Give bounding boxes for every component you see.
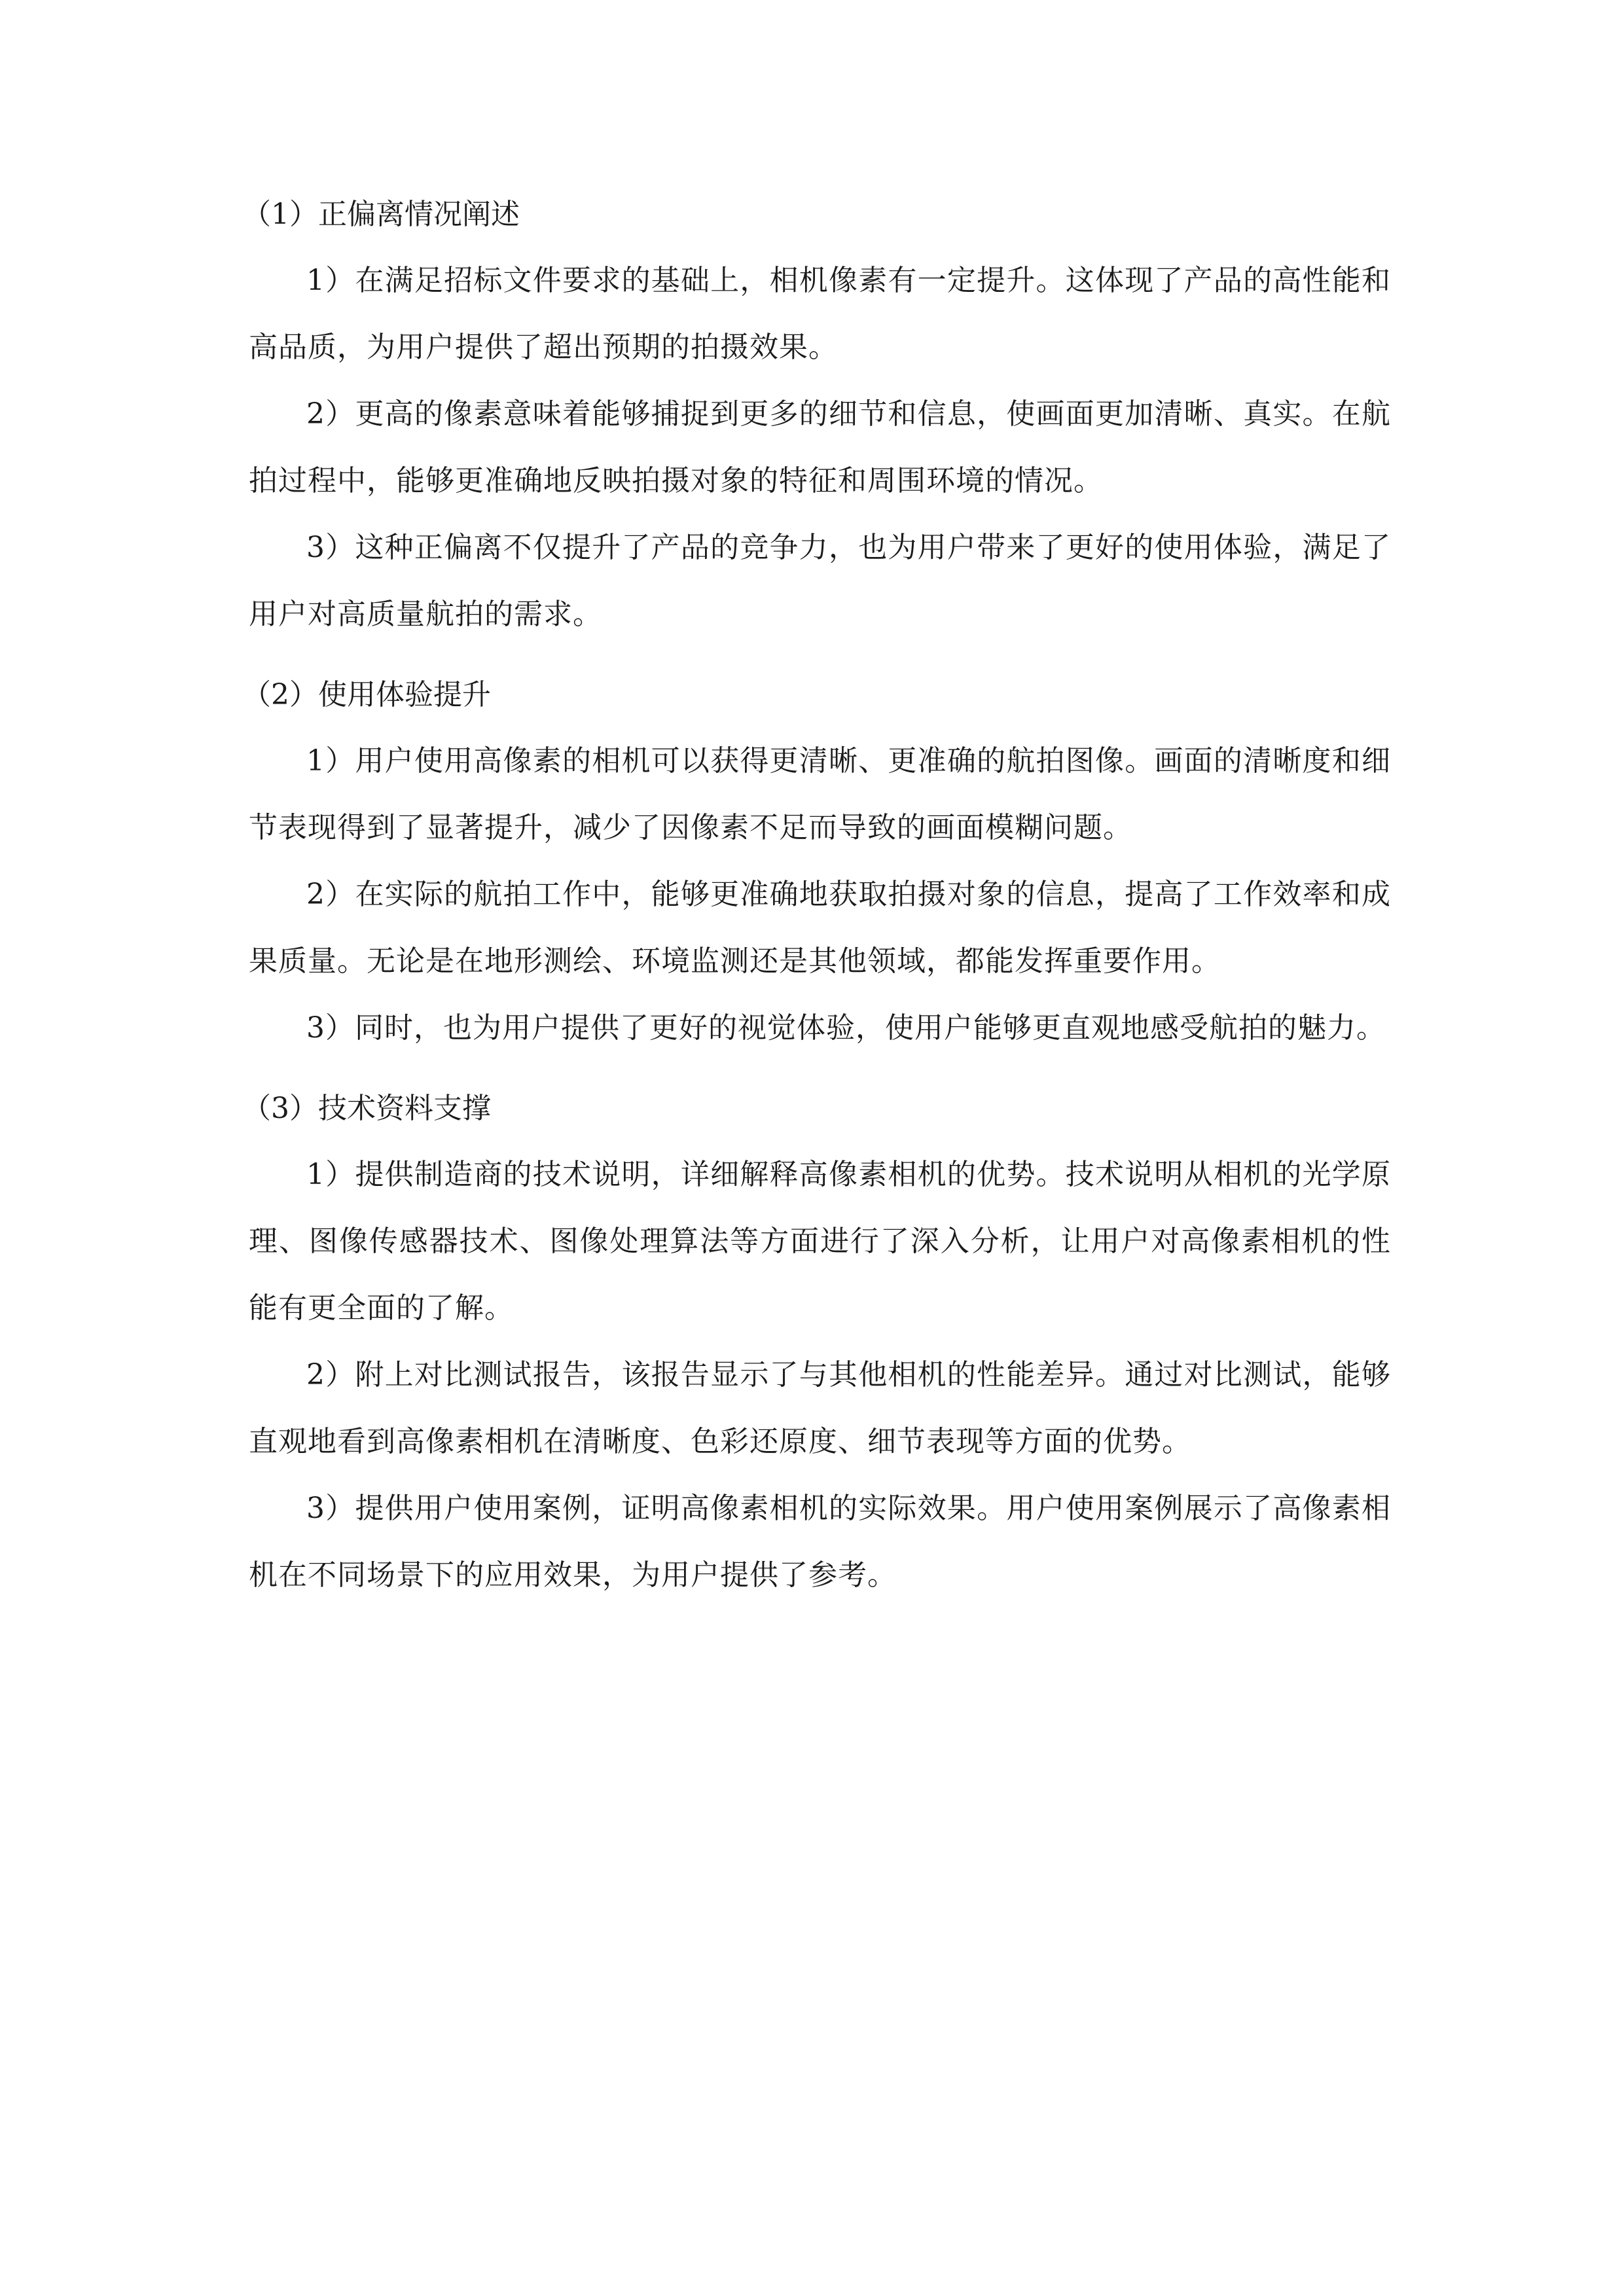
- document-body: [242, 191, 1391, 1632]
- section-technical-support: [242, 1085, 1391, 1609]
- section-heading: （3）技术资料支撑: [242, 1092, 491, 1125]
- paragraph: 1）用户使用高像素的相机可以获得更清晰、更准确的航拍图像。画面的清晰度和细节表现得到了显著提升，减少了因像素不足而导致的画面模糊问题。: [249, 744, 1391, 844]
- paragraph: 2）附上对比测试报告，该报告显示了与其他相机的性能差异。通过对比测试，能够直观地看到高像素相机在清晰度、色彩还原度、细节表现等方面的优势。: [249, 1358, 1391, 1458]
- paragraph: 1）在满足招标文件要求的基础上，相机像素有一定提升。这体现了产品的高性能和高品质，为用户提供了超出预期的拍摄效果。: [249, 264, 1391, 364]
- paragraph: 3）这种正偏离不仅提升了产品的竞争力，也为用户带来了更好的使用体验，满足了用户对高质量航拍的需求。: [249, 531, 1391, 631]
- section-positive-deviation: [242, 191, 1391, 648]
- paragraph: 3）同时，也为用户提供了更好的视觉体验，使用户能够更直观地感受航拍的魅力。: [306, 1011, 1386, 1045]
- paragraph: 2）在实际的航拍工作中，能够更准确地获取拍摄对象的信息，提高了工作效率和成果质量。无论是在地形测绘、环境监测还是其他领域，都能发挥重要作用。: [249, 878, 1391, 978]
- paragraph: 1）提供制造商的技术说明，详细解释高像素相机的优势。技术说明从相机的光学原理、图像传感器技术、图像处理算法等方面进行了深入分析，让用户对高像素相机的性能有更全面的了解。: [249, 1158, 1391, 1325]
- section-heading: （2）使用体验提升: [242, 678, 491, 711]
- section-user-experience: [242, 672, 1391, 1062]
- paragraph: 2）更高的像素意味着能够捕捉到更多的细节和信息，使画面更加清晰、真实。在航拍过程中，能够更准确地反映拍摄对象的特征和周围环境的情况。: [249, 397, 1391, 497]
- paragraph: 3）提供用户使用案例，证明高像素相机的实际效果。用户使用案例展示了高像素相机在不同场景下的应用效果，为用户提供了参考。: [249, 1492, 1391, 1592]
- section-heading: （1）正偏离情况阐述: [242, 198, 520, 231]
